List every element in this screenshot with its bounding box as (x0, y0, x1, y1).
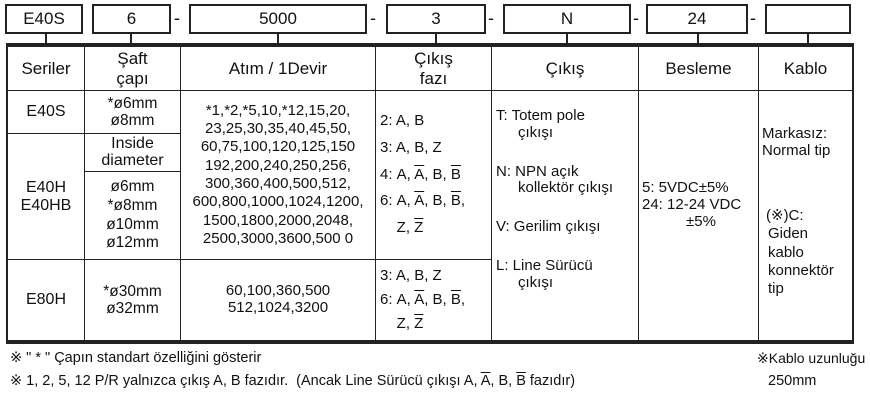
pulses-e40: *1,*2,*5,10,*12,15,20, 23,25,30,35,40,45,50, 60,75,100,120,125,150 192,200,240,250,256, 300,360,400,500,512, 600,800,1000,1024,1200, 1500,1800,2000,2048, 2500,3000,3600,500 0 (192, 101, 364, 247)
output-list: T: Totem pole çıkışı N: NPN açık kollektör çıkışı V: Gerilim çıkışı L: Line Sürücü çıkışı (496, 107, 614, 291)
header-cable: Kablo (783, 58, 828, 78)
cable-length-note: ※Kablo uzunluğu (757, 350, 866, 366)
footnote-phases: ※ 1, 2, 5, 12 P/R yalnızca çıkış A, B fazıdır. (Ancak Line Sürücü çıkışı A, $\overline{A}$, B, $\overline{B}$ fazıdır) (10, 373, 576, 389)
separator: - (488, 8, 494, 28)
header-series: Seriler (21, 58, 71, 78)
header-shaft: Şaft çapı (116, 49, 149, 88)
separator: - (633, 8, 639, 28)
inside-diameter-label: Inside diameter (101, 134, 164, 169)
code-shaft-box: 6 (92, 4, 171, 34)
series-e40h: E40H E40HB (20, 178, 72, 214)
series-e40s: E40S (26, 103, 66, 121)
separator: - (174, 8, 180, 28)
cable-normal: Markasız: Normal tip (762, 125, 831, 159)
header-supply: Besleme (665, 58, 732, 78)
pulses-e80h: 60,100,360,500 512,1024,3200 (225, 282, 331, 316)
header-phase: Çıkış fazı (414, 49, 453, 88)
phases-e80h: 3: A, B, Z 6: A, $\overline{A}$, B, $\overline{B}$, Z, $\overline{Z}$ (380, 260, 490, 340)
shaft-e40s: *ø6mm ø8mm (107, 94, 158, 129)
phase-4: 4: A, $\overline{A}$, B, $\overline{B}$ (380, 165, 461, 183)
phase-6: 6: A, $\overline{A}$, B, $\overline{B}$, (380, 291, 466, 308)
separator: - (370, 8, 376, 28)
code-output-box: N (503, 4, 631, 34)
code-supply-box: 24 (646, 4, 748, 34)
phase-6: 6: A, $\overline{A}$, B, $\overline{B}$, (380, 192, 466, 210)
header-pulses: Atım / 1Devir (228, 58, 328, 78)
phase-6-z: Z, $\overline{Z}$ (380, 315, 424, 332)
code-pulse-box: 5000 (189, 4, 367, 34)
shaft-e80h: *ø30mm ø32mm (103, 282, 162, 317)
shaft-e40h: ø6mm *ø8mm ø10mm ø12mm (106, 178, 159, 252)
phases-e40: 2: A, B 3: A, B, Z 4: A, $\overline{A}$, B, $\overline{B}$ 6: A, $\overline{A}$, B, $\overline{B}$, Z, $\overline{Z}$ (380, 91, 490, 259)
phase-6-z: Z, $\overline{Z}$ (380, 219, 424, 237)
code-phase-box: 3 (386, 4, 486, 34)
separator: - (750, 8, 756, 28)
series-e80h: E80H (25, 291, 67, 309)
table-bottom-border (6, 340, 854, 344)
code-cable-box (765, 4, 851, 34)
cable-length-value: 250mm (768, 373, 817, 389)
cable-connector: (※)C: Giden kablo konnektör tip (766, 207, 834, 298)
supply-list: 5: 5VDC±5% 24: 12-24 VDC ±5% (642, 179, 742, 230)
code-series-box: E40S (5, 4, 83, 34)
header-output: Çıkış (545, 58, 585, 78)
footnote-standard: ※ " * " Çapın standart özelliğini gösterir (10, 350, 262, 366)
